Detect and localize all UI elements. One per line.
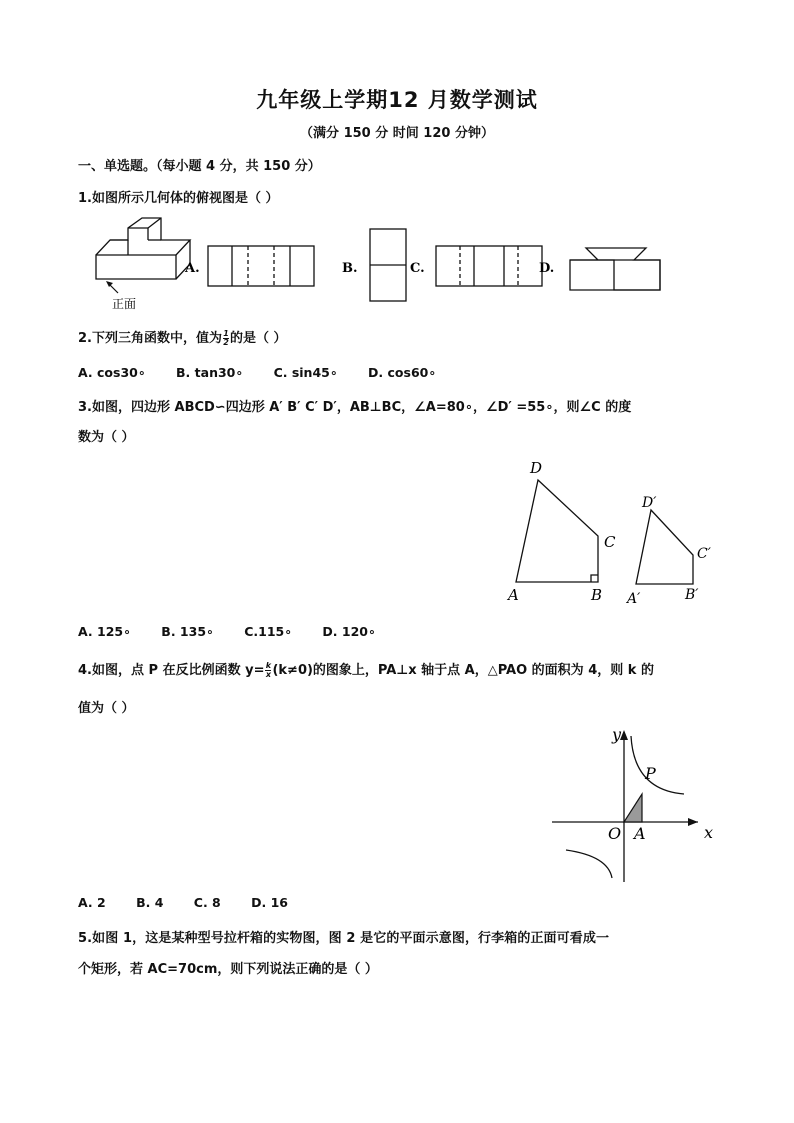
- option-a-figure: [208, 246, 314, 286]
- question-1-text: 1.如图所示几何体的俯视图是（ ）: [78, 191, 279, 206]
- label-x: x: [704, 823, 714, 842]
- hyperbola-branch-q1: [631, 736, 684, 794]
- fraction-denominator: x: [265, 670, 272, 679]
- q3-option-b[interactable]: B. 135∘: [161, 624, 214, 639]
- question-2-options: [78, 365, 462, 380]
- question-3-options: [78, 624, 402, 639]
- fraction-denominator: 2: [223, 338, 229, 347]
- solid-3d-figure: [96, 218, 190, 279]
- fraction-numerator: k: [265, 661, 272, 670]
- front-arrow-icon: [106, 281, 118, 293]
- label-a-prime: A′: [627, 591, 641, 607]
- q2-option-a[interactable]: A. cos30∘: [78, 365, 146, 380]
- question-4-options: [78, 895, 314, 910]
- option-c-figure: [436, 246, 542, 286]
- question-3-figure: [500, 452, 730, 612]
- question-1-figure: [78, 208, 678, 316]
- front-label: 正面: [112, 297, 137, 311]
- label-d: D: [530, 459, 543, 477]
- label-c: C: [604, 533, 616, 551]
- q2-option-b[interactable]: B. tan30∘: [176, 365, 244, 380]
- y-axis-arrow-icon: [620, 730, 628, 740]
- label-o: O: [608, 824, 622, 843]
- question-3-line-1: 3.如图，四边形 ABCD∽四边形 A′ B′ C′ D′，AB⊥BC，∠A=80∘，∠D′ =55∘，则∠C 的度: [78, 400, 632, 415]
- question-4-line-2: 值为（ ）: [78, 701, 135, 716]
- question-4-line-1: [78, 659, 654, 679]
- label-y: y: [612, 725, 622, 744]
- question-3-line-2: 数为（ ）: [78, 430, 135, 445]
- option-c-label: C.: [410, 261, 425, 276]
- label-b-prime: B′: [685, 587, 699, 603]
- question-4-text-start: 4.如图，点 P 在反比例函数 y=: [78, 663, 265, 678]
- coordinate-axes: [552, 732, 698, 882]
- q2-option-c[interactable]: C. sin45∘: [273, 365, 338, 380]
- question-2-text-start: 2.下列三角函数中，值为: [78, 331, 222, 346]
- hyperbola-branch-q3: [566, 850, 612, 878]
- question-5-line-2: 个矩形，若 AC=70cm，则下列说法正确的是（ ）: [78, 962, 378, 977]
- q3-option-a[interactable]: A. 125∘: [78, 624, 131, 639]
- label-a: A: [508, 586, 519, 604]
- x-axis-arrow-icon: [688, 818, 698, 826]
- option-d-figure: [570, 248, 660, 290]
- label-d-prime: D′: [642, 495, 657, 511]
- section-heading: 一、单选题。（每小题 4 分，共 150 分）: [78, 159, 321, 174]
- label-p: P: [645, 764, 656, 783]
- question-4-figure: [548, 718, 728, 886]
- q3-option-c[interactable]: C.115∘: [244, 624, 293, 639]
- q4-option-c[interactable]: C. 8: [193, 895, 221, 910]
- fraction-one-half: [223, 330, 229, 347]
- option-d-label: D.: [539, 261, 555, 276]
- option-b-figure: [370, 229, 406, 301]
- q3-option-d[interactable]: D. 120∘: [322, 624, 376, 639]
- label-b: B: [591, 586, 603, 604]
- label-a: A: [634, 824, 646, 843]
- q4-option-d[interactable]: D. 16: [251, 895, 288, 910]
- question-2-text-end: 的是（ ）: [229, 331, 287, 346]
- q4-option-b[interactable]: B. 4: [136, 895, 164, 910]
- quadrilateral-abcd: [516, 480, 598, 582]
- q2-option-d[interactable]: D. cos60∘: [368, 365, 437, 380]
- option-a-label: A.: [185, 261, 200, 276]
- fraction-numerator: 1: [223, 329, 229, 338]
- question-2-text: [78, 327, 287, 347]
- option-b-label: B.: [342, 261, 358, 276]
- label-c-prime: C′: [697, 546, 711, 562]
- shaded-triangle-pao: [624, 794, 642, 822]
- q4-option-a[interactable]: A. 2: [78, 895, 106, 910]
- question-4-text-end: (k≠0)的图象上，PA⊥x 轴于点 A，△PAO 的面积为 4，则 k 的: [272, 663, 654, 678]
- exam-subtitle: （满分 150 分 时间 120 分钟）: [300, 126, 494, 141]
- fraction-k-over-x: [265, 662, 271, 679]
- page-title: 九年级上学期12 月数学测试: [256, 88, 538, 112]
- quadrilateral-abcd-prime: [636, 510, 693, 584]
- question-5-line-1: 5.如图 1，这是某种型号拉杆箱的实物图，图 2 是它的平面示意图，行李箱的正面可看成一: [78, 931, 610, 946]
